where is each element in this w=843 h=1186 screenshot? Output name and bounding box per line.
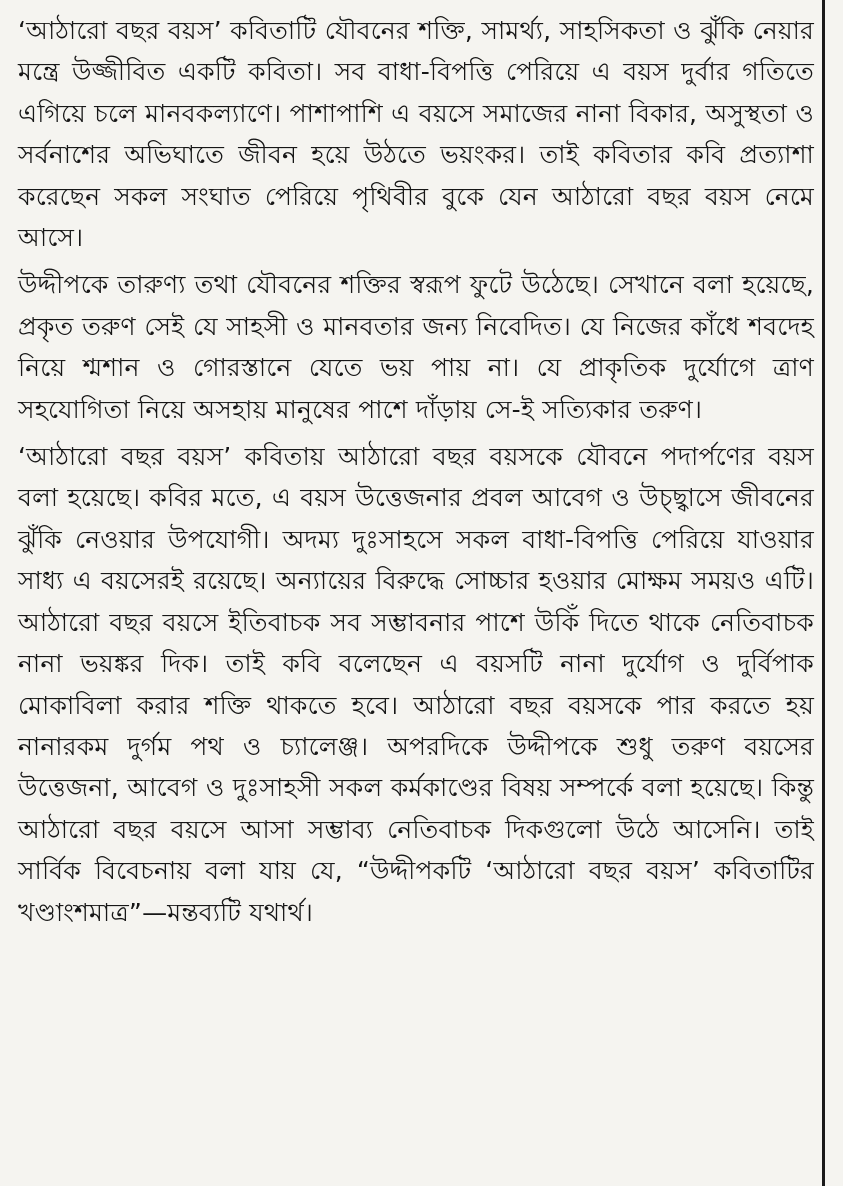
- paragraph: ‘আঠারো বছর বয়স’ কবিতাটি যৌবনের শক্তি, সামর্থ্য, সাহসিকতা ও ঝুঁকি নেয়ার মন্ত্রে উজ্জীবিত একটি কবিতা। সব বাধা-বিপত্তি পেরিয়ে এ বয়স দুর্বার গতিতে এগিয়ে চলে মানবকল্যাণে। পাশাপাশি এ বয়সে সমাজের নানা বিকার, অসুস্থতা ও সর্বনাশের অভিঘাতে জীবন হয়ে উঠতে ভয়ংকর। তাই কবিতার কবি প্রত্যাশা করেছেন সকল সংঘাত পেরিয়ে পৃথিবীর বুকে যেন আঠারো বছর বয়স নেমে আসে।: [18, 16, 814, 253]
- paragraph: উদ্দীপকে তারুণ্য তথা যৌবনের শক্তির স্বরূপ ফুটে উঠেছে। সেখানে বলা হয়েছে, প্রকৃত তরুণ সেই যে সাহসী ও মানবতার জন্য নিবেদিত। যে নিজের কাঁধে শবদেহ নিয়ে শ্মশান ও গোরস্তানে যেতে ভয় পায় না। যে প্রাকৃতিক দুর্যোগে ত্রাণ সহযোগিতা নিয়ে অসহায় মানুষের পাশে দাঁড়ায় সে-ই সত্যিকার তরুণ।: [18, 270, 814, 424]
- paragraph: ‘আঠারো বছর বয়স’ কবিতায় আঠারো বছর বয়সকে যৌবনে পদার্পণের বয়স বলা হয়েছে। কবির মতে, এ বয়স উত্তেজনার প্রবল আবেগ ও উচ্ছ্বাসে জীবনের ঝুঁকি নেওয়ার উপযোগী। অদম্য দুঃসাহসে সকল বাধা-বিপত্তি পেরিয়ে যাওয়ার সাধ্য এ বয়সেরই রয়েছে। অন্যায়ের বিরুদ্ধে সোচ্চার হওয়ার মোক্ষম সময়ও এটি। আঠারো বছর বয়সে ইতিবাচক সব সম্ভাবনার পাশে উকিঁ দিতে থাকে নেতিবাচক নানা ভয়ঙ্কর দিক। তাই কবি বলেছেন এ বয়সটি নানা দুর্যোগ ও দুর্বিপাক মোকাবিলা করার শক্তি থাকতে হবে। আঠারো বছর বয়সকে পার করতে হয় নানারকম দুর্গম পথ ও চ্যালেঞ্জ। অপরদিকে উদ্দীপকে শুধু তরুণ বয়সের উত্তেজনা, আবেগ ও দুঃসাহসী সকল কর্মকাণ্ডের বিষয় সম্পর্কে বলা হয়েছে। কিন্তু আঠারো বছর বয়সে আসা সম্ভাব্য নেতিবাচক দিকগুলো উঠে আসেনি। তাই সার্বিক বিবেচনায় বলা যায় যে, “উদ্দীপকটি ‘আঠারো বছর বয়স’ কবিতাটির খণ্ডাংশমাত্র”—মন্তব্যটি যথার্থ।: [18, 442, 814, 927]
- document-body: [18, 10, 814, 939]
- page-edge-rule: [822, 0, 825, 1186]
